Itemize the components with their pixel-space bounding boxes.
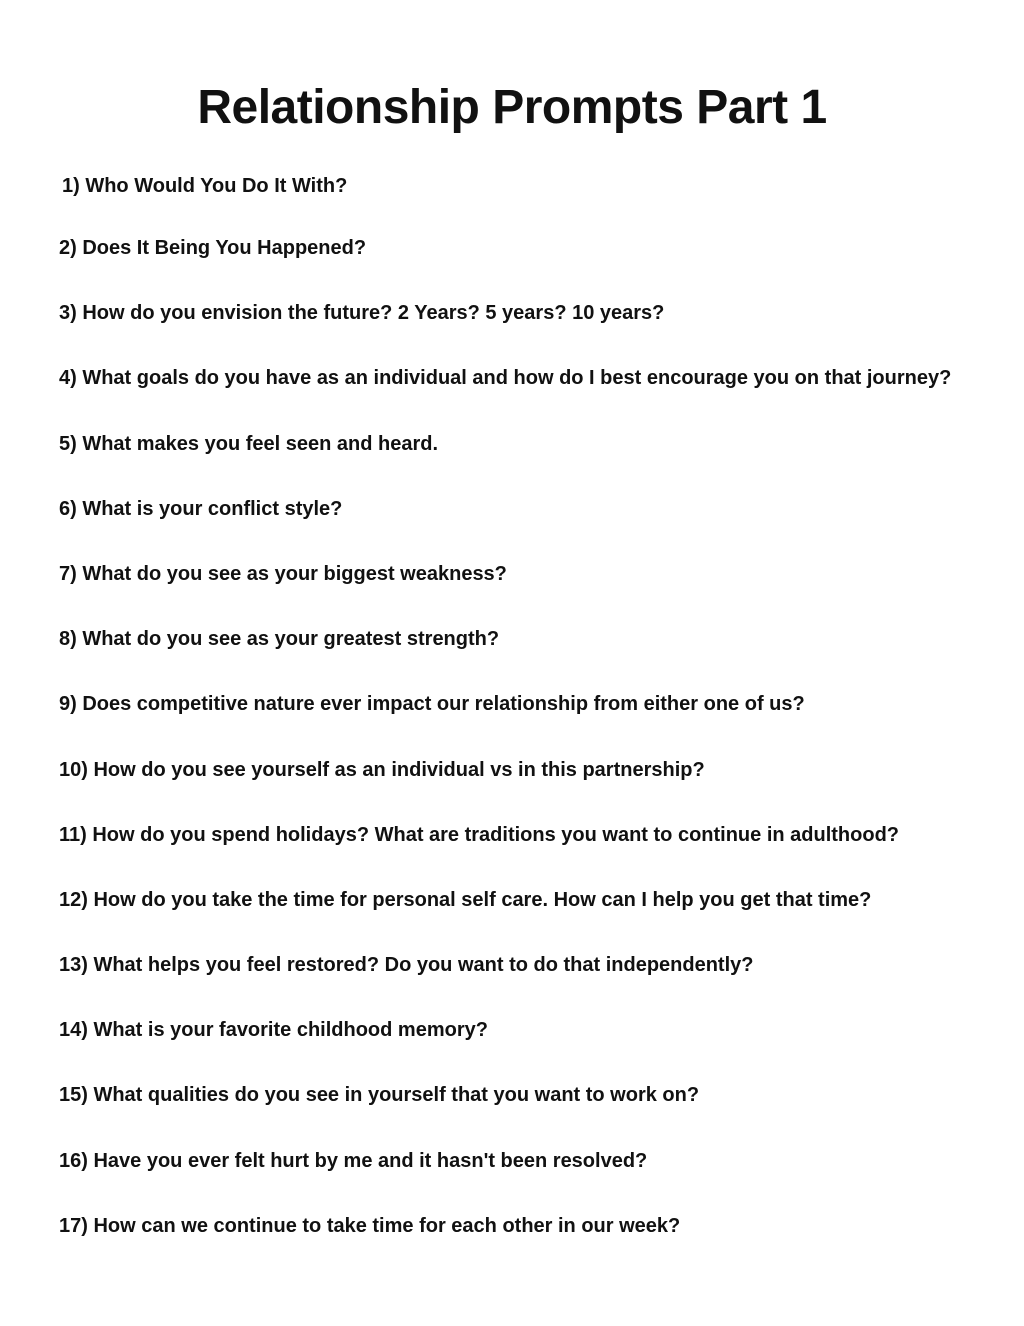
prompt-item-1: 1) Who Would You Do It With? [62,175,348,197]
prompt-item-15: 15) What qualities do you see in yourself that you want to work on? [59,1084,700,1107]
prompt-item-17: 17) How can we continue to take time for each other in our week? [59,1214,681,1237]
prompt-item-2: 2) Does It Being You Happened? [59,237,367,259]
prompt-list [59,168,1009,1273]
prompt-item-9: 9) Does competitive nature ever impact our relationship from either one of us? [59,693,805,716]
prompt-item-12: 12) How do you take the time for personal self care. How can I help you get that time? [59,888,872,911]
prompt-item-4: 4) What goals do you have as an individual and how do I best encourage you on that journey? [59,367,952,390]
prompt-item-7: 7) What do you see as your biggest weakness? [59,562,507,585]
prompt-item-16: 16) Have you ever felt hurt by me and it hasn't been resolved? [59,1149,648,1172]
prompt-item-8: 8) What do you see as your greatest strength? [59,628,500,651]
prompt-item-10: 10) How do you see yourself as an individual vs in this partnership? [59,758,705,781]
prompt-item-6: 6) What is your conflict style? [59,497,343,520]
prompt-item-14: 14) What is your favorite childhood memory? [59,1019,488,1042]
prompt-item-11: 11) How do you spend holidays? What are traditions you want to continue in adulthood? [59,823,900,846]
prompt-item-3: 3) How do you envision the future? 2 Years? 5 years? 10 years? [59,302,665,325]
prompt-item-13: 13) What helps you feel restored? Do you want to do that independently? [59,954,754,977]
prompt-item-5: 5) What makes you feel seen and heard. [59,432,439,455]
page-title: Relationship Prompts Part 1 [197,81,827,134]
